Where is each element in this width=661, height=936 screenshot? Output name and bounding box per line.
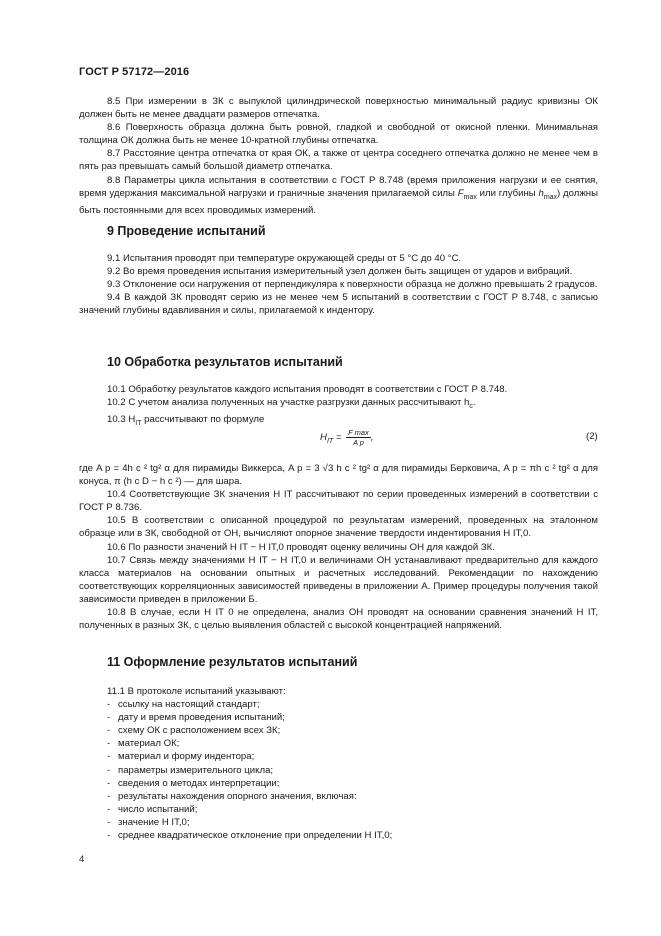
list-item-text: значение H IT,0; bbox=[118, 816, 190, 828]
page-number: 4 bbox=[79, 854, 85, 865]
list-item-text: материал ОК; bbox=[118, 738, 180, 750]
document-code-header: ГОСТ Р 57172—2016 bbox=[79, 66, 190, 78]
list-item-text: ссылку на настоящий стандарт; bbox=[118, 699, 260, 711]
list-dash: - bbox=[107, 699, 111, 711]
list-item-text: число испытаний; bbox=[118, 803, 198, 815]
list-dash: - bbox=[107, 738, 111, 750]
report-list-item bbox=[79, 829, 598, 842]
paragraph-8-6: 8.6 Поверхность образца должна быть ровной, гладкой и свободной от окисной пленки. Минимальная толщина ОК должна быть не менее 10-кратной глубины отпечатка. bbox=[79, 122, 598, 147]
report-list-item bbox=[79, 790, 598, 803]
list-dash: - bbox=[107, 725, 111, 737]
paragraph-9-1: 9.1 Испытания проводят при температуре окружающей среды от 5 °С до 40 °С. bbox=[107, 253, 462, 264]
paragraph-10-5: 10.5 В соответствии с описанной процедурой по результатам измерений, проведенных на эталонном образце или в ЗК, свободной от ОН, вычисляют опорное значение твердости индентирования H IT,0. bbox=[79, 515, 598, 540]
paragraph-10-3: 10.3 $H_{IT}$ рассчитывают по формуле bbox=[107, 414, 265, 427]
list-dash: - bbox=[107, 830, 111, 842]
paragraph-8-8: 8.8 Параметры цикла испытания в соответствии с ГОСТ Р 8.748 (время приложения нагрузки и ее снятия, время удержания максимальной нагрузки и граничные значения прилагаемой силы $F_{max}$ или глубины $h_{max}$) должны быть постоянными для всех проводимых измерений. bbox=[79, 174, 598, 216]
list-dash: - bbox=[107, 816, 111, 828]
section-10-intro bbox=[79, 383, 598, 430]
report-list-item bbox=[79, 737, 598, 750]
report-list-item bbox=[79, 816, 598, 829]
report-list-item bbox=[79, 803, 598, 816]
paragraph-9-2: 9.2 Во время проведения испытания измерительный узел должен быть защищен от ударов и вибраций. bbox=[107, 266, 573, 278]
formula-fraction bbox=[346, 428, 371, 447]
section-11-body bbox=[79, 685, 598, 842]
list-item-text: дату и время проведения испытаний; bbox=[118, 712, 285, 724]
paragraph-9-4: 9.4 В каждой ЗК проводят серию из не менее чем 5 испытаний в соответствии с ГОСТ Р 8.748, с записью значений глубины вдавливания и силы, прилагаемой к индентору. bbox=[79, 292, 598, 317]
list-dash: - bbox=[107, 751, 111, 763]
section-10-heading: 10 Обработка результатов испытаний bbox=[107, 355, 343, 369]
formula-hit: $H_{IT}$ = $\frac{\text{F max}}{\text{A p}}$ , bbox=[320, 428, 374, 447]
equation-number: (2) bbox=[586, 431, 598, 442]
paragraph-10-7: 10.7 Связь между значениями H IT − H IT,0 и величинами ОН устанавливают предварительно для каждого класса материалов на основании опытных и расчетных исследований. Рекомендации по нахождению соответствующих корреляционных зависимостей приведены в приложении А. Пример процедуры получения такой зависимости приведен в приложении Б. bbox=[79, 554, 598, 605]
paragraph-9-3: 9.3 Отклонение оси нагружения от перпендикуляра к поверхности образца не должно превышать 2 градусов. bbox=[107, 279, 598, 291]
paragraph-11-1: 11.1 В протоколе испытаний указывают: bbox=[107, 686, 286, 697]
formula-denominator: A p bbox=[352, 438, 364, 447]
section-9-heading: 9 Проведение испытаний bbox=[107, 224, 266, 238]
section-10-body bbox=[79, 462, 598, 632]
formula-where-clause: где A p = 4h c ² tg² α для пирамиды Виккерса, A p = 3 √3 h c ² tg² α для пирамиды Берковича, A p = πh c ² tg² α для конуса, π (h c D − h c ²) — для шара. bbox=[79, 463, 598, 488]
report-list-item bbox=[79, 724, 598, 737]
report-contents-list bbox=[79, 698, 598, 842]
report-list-item bbox=[79, 777, 598, 790]
report-list-item bbox=[79, 711, 598, 724]
list-dash: - bbox=[107, 712, 111, 724]
paragraph-10-1: 10.1 Обработку результатов каждого испытания проводят в соответствии с ГОСТ Р 8.748. bbox=[107, 384, 508, 395]
report-list-item bbox=[79, 698, 598, 711]
list-item-text: схему ОК с расположением всех ЗК; bbox=[118, 725, 281, 737]
list-dash: - bbox=[107, 803, 111, 815]
list-item-text: материал и форму индентора; bbox=[118, 751, 255, 763]
paragraph-8-5: 8.5 При измерении в ЗК с выпуклой цилиндрической поверхностью минимальный радиус кривизны ОК должен быть не менее двадцати размеров отпечатка. bbox=[79, 96, 598, 121]
paragraph-10-2: 10.2 С учетом анализа полученных на участке разгрузки данных рассчитывают $h_c$. bbox=[107, 397, 476, 410]
list-item-text: результаты нахождения опорного значения, включая: bbox=[118, 790, 357, 802]
list-dash: - bbox=[107, 764, 111, 776]
paragraph-8-7: 8.7 Расстояние центра отпечатка от края ОК, а также от центра соседнего отпечатка должно не менее чем в пять раз превышать самый большой диаметр отпечатка. bbox=[79, 148, 598, 173]
paragraph-10-6: 10.6 По разности значений H IT − H IT,0 проводят оценку величины ОН для каждой ЗК. bbox=[107, 541, 495, 553]
report-list-item bbox=[79, 764, 598, 777]
list-item-text: параметры измерительного цикла; bbox=[118, 764, 274, 776]
report-list-item bbox=[79, 750, 598, 763]
section-11-heading: 11 Оформление результатов испытаний bbox=[107, 655, 358, 669]
list-item-text: среднее квадратическое отклонение при определении H IT,0; bbox=[118, 830, 393, 842]
paragraph-10-4: 10.4 Соответствующие ЗК значения H IT рассчитывают по серии проведенных измерений в соответствии с ГОСТ Р 8.736. bbox=[79, 489, 598, 514]
paragraph-10-8: 10.8 В случае, если H IT 0 не определена, анализ ОН проводят на основании сравнения значений H IT, полученных в разных ЗК, с целью выявления областей с высокой концентрацией напряжений. bbox=[79, 607, 598, 632]
list-item-text: сведения о методах интерпретации; bbox=[118, 777, 280, 789]
formula-numerator: F max bbox=[348, 428, 369, 437]
section-8-body bbox=[79, 95, 598, 217]
list-dash: - bbox=[107, 790, 111, 802]
section-9-body bbox=[79, 252, 598, 317]
list-dash: - bbox=[107, 777, 111, 789]
